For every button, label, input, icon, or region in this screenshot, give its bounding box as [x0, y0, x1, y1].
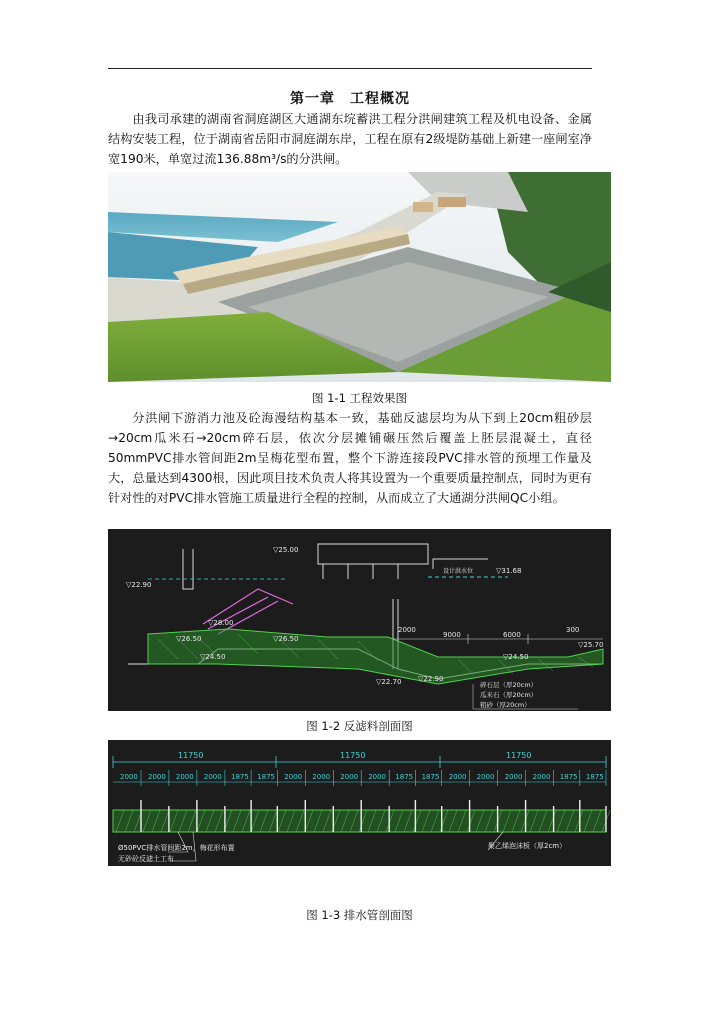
label-dim-2000: 2000	[398, 626, 416, 634]
project-rendering-image	[108, 172, 611, 382]
segment-dim-15: 2000	[504, 773, 523, 781]
figure-caption-1: 图 1-1 工程效果图	[311, 391, 408, 405]
legend-coarse-sand: 粗砂（厚20cm）	[480, 701, 531, 709]
intro-paragraph: 由我司承建的湖南省洞庭湖区大通湖东垸蓄洪工程分洪闸建筑工程及机电设备、金属结构安装工程，位于湖南省岳阳市洞庭湖东岸，工程在原有2级堤防基础上新建一座闸室净宽190米，单宽过流136.88m³/s的分洪闸。	[108, 112, 592, 166]
top-dim-1: 11750	[178, 751, 204, 760]
legend-melon-stone: 瓜米石（厚20cm）	[480, 691, 538, 699]
segment-dim-7: 2000	[284, 773, 303, 781]
segment-dim-3: 2000	[175, 773, 194, 781]
segment-dim-4: 2000	[203, 773, 222, 781]
note-filter-cloth: 无砂砼反滤土工布	[118, 855, 174, 863]
label-el-22-90b: ▽22.90	[418, 675, 444, 683]
segment-dim-6: 1875	[257, 773, 276, 781]
segment-dim-10: 2000	[368, 773, 387, 781]
segment-dim-9: 2000	[340, 773, 359, 781]
label-dim-9000: 9000	[443, 631, 461, 639]
segment-dim-17: 1875	[559, 773, 578, 781]
segment-dim-16: 2000	[532, 773, 551, 781]
note-pvc-pipe: Ø50PVC排水管间距2m，梅花形布置	[118, 844, 235, 852]
figure-caption-3: 图 1-3 排水管剖面图	[306, 908, 413, 922]
description-paragraph: 分洪闸下游消力池及砼海漫结构基本一致，基础反滤层均为从下到上20cm粗砂层→20cm瓜米石→20cm碎石层，依次分层摊铺碾压然后覆盖上胚层混凝土，直径50mmPVC排水管间距2m呈梅花型布置，整个下游连接段PVC排水管的预埋工作量及大，总量达到4300根，因此项目技术负责人将其设置为一个重要质量控制点，同时为更有针对性的对PVC排水管施工质量进行全程的控制，从而成立了大通湖分洪闸QC小组。	[108, 411, 592, 505]
label-el-28-00: ▽28.00	[208, 619, 234, 627]
label-el-26-50-a: ▽26.50	[176, 635, 202, 643]
legend-gravel: 碎石层（厚20cm）	[480, 681, 538, 689]
segment-dim-1: 2000	[120, 773, 138, 781]
label-el-22-90: ▽22.90	[126, 581, 152, 589]
label-el-31-68: ▽31.68	[496, 567, 522, 575]
figure-caption-2: 图 1-2 反滤料剖面图	[306, 719, 413, 733]
segment-dim-12: 1875	[421, 773, 440, 781]
segment-dim-14: 2000	[476, 773, 495, 781]
label-el-25-00: ▽25.00	[273, 546, 299, 554]
label-el-22-70: ▽22.70	[376, 678, 402, 686]
label-dim-300: 300	[566, 626, 580, 634]
label-dim-6000: 6000	[503, 631, 521, 639]
label-el-25-70: ▽25.70	[578, 641, 604, 649]
note-foam-board: 聚乙烯泡沫板（厚2cm）	[488, 842, 567, 850]
filter-section-drawing	[108, 529, 611, 711]
segment-dim-18: 1875	[585, 773, 604, 781]
drainage-pipe-section-drawing	[108, 740, 611, 866]
segment-dim-13: 2000	[448, 773, 467, 781]
top-dim-3: 11750	[506, 751, 532, 760]
top-dim-2: 11750	[340, 751, 366, 760]
segment-dim-2: 2000	[148, 773, 166, 781]
label-el-26-50-b: ▽26.50	[273, 635, 299, 643]
segment-dim-8: 2000	[312, 773, 331, 781]
header-rule	[108, 68, 592, 69]
label-el-24-50-b: ▽24.50	[503, 653, 529, 661]
label-design-water: 设计洪水位	[443, 568, 474, 575]
segment-dim-11: 1875	[395, 773, 414, 781]
chapter-title: 第一章 工程概况	[290, 91, 410, 107]
segment-dim-5: 1875	[231, 773, 249, 781]
label-el-24-50-a: ▽24.50	[200, 653, 226, 661]
